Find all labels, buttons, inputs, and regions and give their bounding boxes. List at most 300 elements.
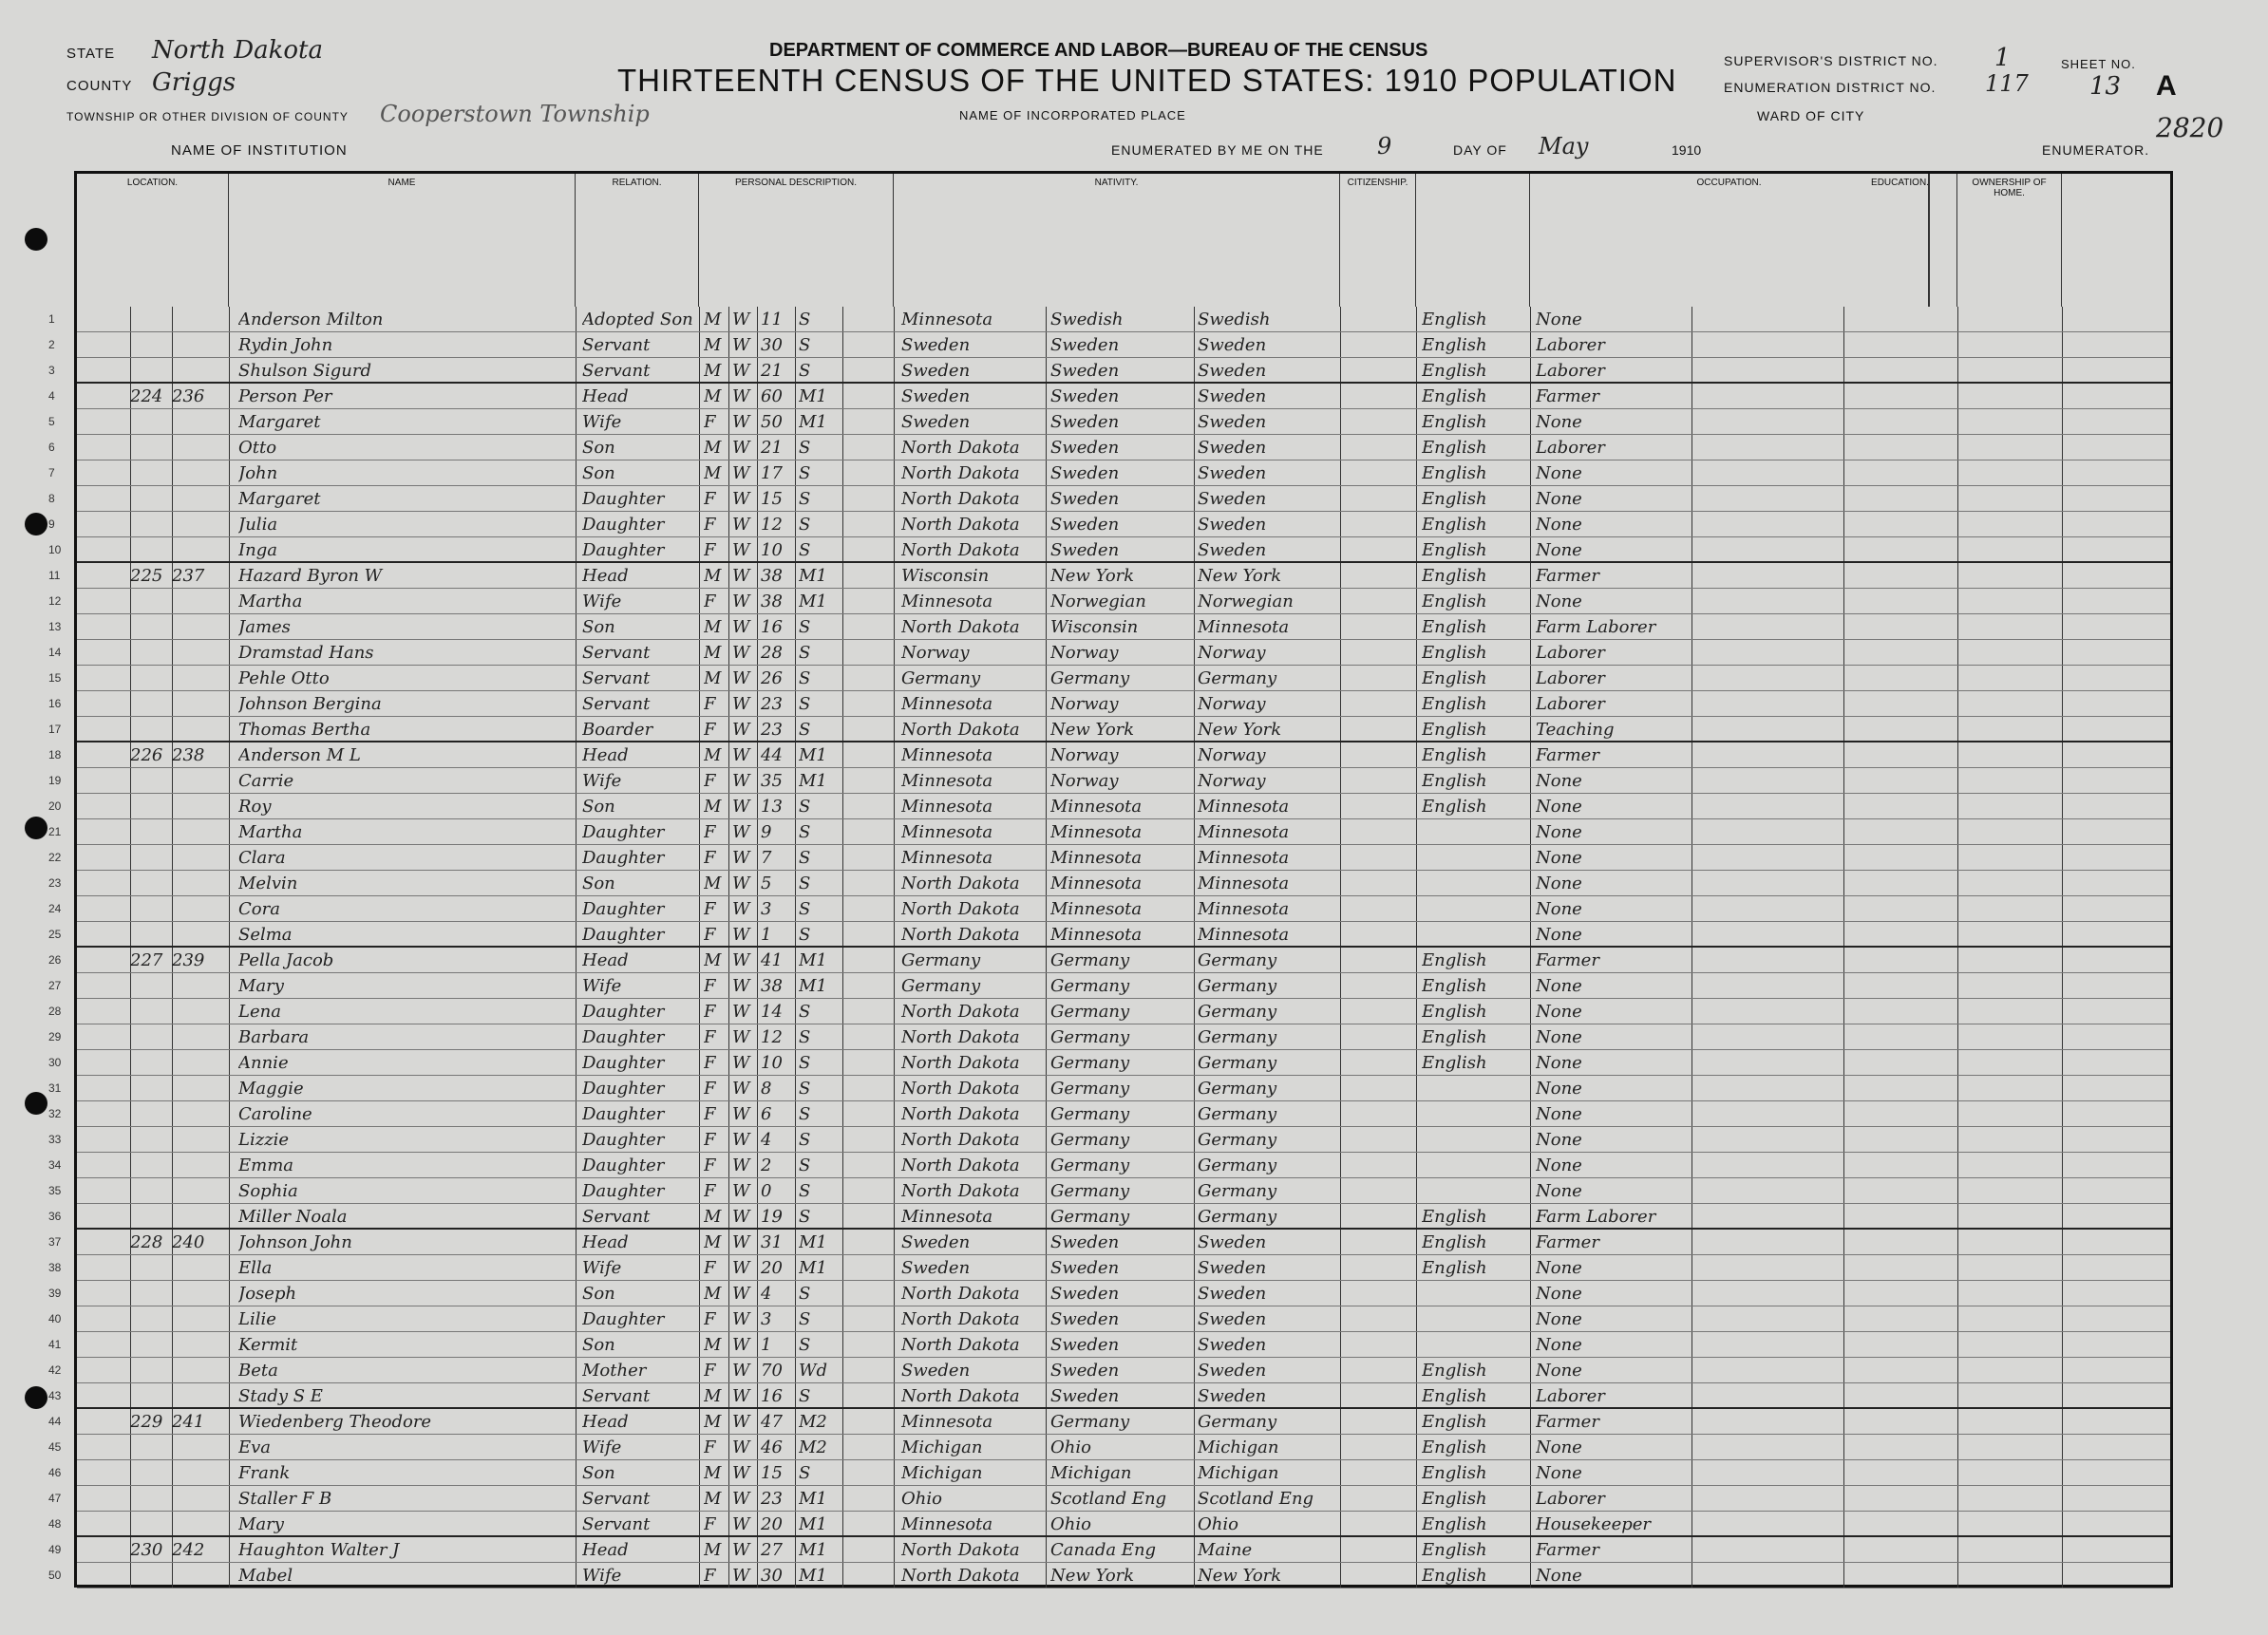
cell-race: W [732, 515, 750, 535]
column-divider [229, 332, 230, 357]
cell-occ: None [1536, 1079, 1582, 1099]
table-row [48, 1537, 2170, 1563]
cell-mother: New York [1198, 1566, 1282, 1586]
column-divider [1843, 1358, 1844, 1382]
column-divider [1957, 563, 1958, 588]
column-divider [1340, 332, 1341, 357]
column-divider [699, 332, 700, 357]
column-divider [757, 1127, 758, 1152]
column-divider [1194, 640, 1195, 665]
table-row [48, 1512, 2170, 1537]
cell-race: W [732, 874, 750, 893]
cell-n: 20 [48, 799, 62, 813]
column-divider [795, 1332, 796, 1357]
punch-hole [25, 228, 47, 251]
cell-rel: Wife [582, 1258, 622, 1278]
column-divider [699, 512, 700, 536]
stamp-number: 2820 [2156, 112, 2224, 143]
cell-mother: Swedish [1198, 310, 1271, 329]
cell-father: Sweden [1050, 412, 1120, 432]
column-divider [1957, 973, 1958, 998]
cell-father: Norway [1050, 694, 1119, 714]
cell-n: 16 [48, 697, 62, 710]
cell-dw [130, 1486, 168, 1512]
column-divider [1046, 922, 1047, 946]
cell-race: W [732, 1258, 750, 1278]
column-divider [757, 563, 758, 588]
cell-mother: Sweden [1198, 361, 1267, 381]
column-divider [757, 1076, 758, 1100]
column-divider [1843, 537, 1844, 561]
cell-dw: 225 [130, 566, 163, 586]
cell-race: W [732, 412, 750, 432]
cell-dw: 230 [130, 1540, 163, 1560]
column-divider [842, 1153, 843, 1177]
column-divider [1046, 1076, 1047, 1100]
column-divider [757, 871, 758, 895]
column-divider [842, 1230, 843, 1254]
cell-mother: Germany [1198, 1156, 1277, 1175]
cell-father: New York [1050, 720, 1135, 740]
column-divider [2062, 1153, 2063, 1177]
cell-race: W [732, 1309, 750, 1329]
column-divider [229, 1358, 230, 1382]
cell-rel: Servant [582, 1386, 651, 1406]
cell-rel: Wife [582, 592, 622, 611]
column-divider [757, 845, 758, 870]
cell-n: 35 [48, 1184, 62, 1197]
cell-age: 46 [761, 1438, 783, 1457]
column-divider [1340, 717, 1341, 741]
column-divider [1843, 999, 1844, 1024]
column-divider [1046, 1281, 1047, 1306]
column-divider [757, 435, 758, 460]
column-divider [1530, 307, 1531, 331]
cell-father: Sweden [1050, 1335, 1120, 1355]
cell-birth: Minnesota [901, 797, 993, 817]
column-divider [728, 1358, 729, 1382]
column-divider [699, 384, 700, 408]
column-divider [795, 1178, 796, 1203]
cell-name: Emma [238, 1156, 294, 1175]
township-value: Cooperstown Township [380, 101, 650, 127]
column-divider [842, 896, 843, 921]
cell-age: 1 [761, 925, 772, 945]
column-divider [757, 1358, 758, 1382]
column-divider [1340, 819, 1341, 844]
column-divider [2062, 1230, 2063, 1254]
ward-label: WARD OF CITY [1757, 108, 1865, 123]
column-divider [229, 973, 230, 998]
column-divider [894, 1127, 895, 1152]
table-row [48, 1460, 2170, 1486]
column-divider [1416, 409, 1417, 434]
cell-mother: Sweden [1198, 489, 1267, 509]
cell-birth: Minnesota [901, 745, 993, 765]
cell-rel: Daughter [582, 1156, 665, 1175]
cell-father: Sweden [1050, 463, 1120, 483]
cell-ms: S [799, 1002, 811, 1022]
column-divider [795, 1050, 796, 1075]
column-divider [1530, 768, 1531, 793]
cell-sex: F [704, 489, 716, 509]
column-divider [1530, 1101, 1531, 1126]
column-divider [795, 845, 796, 870]
column-divider [795, 1024, 796, 1049]
cell-rel: Wife [582, 771, 622, 791]
cell-rel: Son [582, 874, 615, 893]
cell-fam: 241 [172, 1412, 205, 1432]
cell-dw [130, 614, 168, 640]
cell-birth: Norway [901, 643, 970, 663]
cell-lang: English [1422, 463, 1487, 483]
cell-sex: M [704, 1284, 722, 1304]
table-row [48, 640, 2170, 666]
cell-fam [172, 794, 219, 819]
column-divider [699, 948, 700, 972]
column-divider [1843, 845, 1844, 870]
column-divider [229, 1204, 230, 1228]
cell-sex: F [704, 412, 716, 432]
cell-lang: English [1422, 1540, 1487, 1560]
column-divider [795, 922, 796, 946]
cell-occ: Laborer [1536, 361, 1605, 381]
cell-name: Person Per [238, 386, 332, 406]
column-divider [1416, 512, 1417, 536]
cell-fam [172, 1512, 219, 1537]
column-divider [842, 1204, 843, 1228]
cell-ms: M1 [799, 1258, 827, 1278]
cell-dw [130, 460, 168, 486]
cell-dw [130, 1076, 168, 1101]
column-divider [842, 358, 843, 382]
cell-name: Thomas Bertha [238, 720, 371, 740]
cell-age: 17 [761, 463, 783, 483]
cell-mother: Ohio [1198, 1514, 1238, 1534]
column-divider [1416, 896, 1417, 921]
column-divider [229, 307, 230, 331]
column-divider [1046, 307, 1047, 331]
cell-occ: None [1536, 1130, 1582, 1150]
column-divider [2062, 948, 2063, 972]
cell-lang [1422, 1127, 1526, 1153]
cell-father: Minnesota [1050, 848, 1143, 868]
cell-ms: S [799, 694, 811, 714]
cell-lang: English [1422, 720, 1487, 740]
cell-age: 6 [761, 1104, 772, 1124]
table-row [48, 1563, 2170, 1588]
cell-birth: North Dakota [901, 489, 1020, 509]
column-divider [1843, 1255, 1844, 1280]
column-divider [699, 922, 700, 946]
cell-mother: Sweden [1198, 1258, 1267, 1278]
cell-dw [130, 973, 168, 999]
column-divider [1194, 999, 1195, 1024]
cell-age: 9 [761, 822, 772, 842]
cell-ms: S [799, 925, 811, 945]
cell-sex: F [704, 720, 716, 740]
column-divider [795, 999, 796, 1024]
cell-name: Mabel [238, 1566, 293, 1586]
cell-sex: M [704, 617, 722, 637]
column-divider [1416, 1358, 1417, 1382]
column-divider [1046, 948, 1047, 972]
cell-lang: English [1422, 1489, 1487, 1509]
column-divider [2062, 922, 2063, 946]
column-divider [757, 589, 758, 613]
column-divider [1843, 691, 1844, 716]
column-divider [1416, 384, 1417, 408]
column-divider [1530, 1255, 1531, 1280]
column-divider [699, 1537, 700, 1562]
cell-fam [172, 999, 219, 1024]
column-divider [1194, 1204, 1195, 1228]
column-divider [1843, 1101, 1844, 1126]
cell-father: Minnesota [1050, 874, 1143, 893]
cell-sex: M [704, 668, 722, 688]
column-divider [1340, 1281, 1341, 1306]
cell-name: Johnson John [238, 1232, 352, 1252]
column-divider [894, 768, 895, 793]
cell-fam: 242 [172, 1540, 205, 1560]
column-divider [699, 1563, 700, 1588]
column-divider [229, 1127, 230, 1152]
cell-birth: Minnesota [901, 1207, 993, 1227]
column-divider [1340, 973, 1341, 998]
cell-lang: English [1422, 1438, 1487, 1457]
column-divider [1194, 1383, 1195, 1407]
col-name: NAME [229, 174, 576, 307]
cell-ms: S [799, 1463, 811, 1483]
cell-name: Margaret [238, 489, 321, 509]
column-divider [699, 819, 700, 844]
cell-sex: F [704, 1053, 716, 1073]
place-label: NAME OF INCORPORATED PLACE [959, 108, 1186, 122]
column-divider [1340, 589, 1341, 613]
cell-fam [172, 896, 219, 922]
cell-sex: M [704, 643, 722, 663]
cell-age: 16 [761, 1386, 783, 1406]
cell-fam: 237 [172, 566, 205, 586]
cell-rel: Daughter [582, 925, 665, 945]
cell-n: 27 [48, 979, 62, 992]
column-divider [1530, 742, 1531, 767]
column-divider [1843, 435, 1844, 460]
cell-birth: North Dakota [901, 1540, 1020, 1560]
column-divider [1957, 948, 1958, 972]
column-divider [842, 691, 843, 716]
cell-name: Lilie [238, 1309, 276, 1329]
cell-lang: English [1422, 540, 1487, 560]
cell-fam [172, 1024, 219, 1050]
column-divider [795, 614, 796, 639]
cell-lang [1422, 1178, 1526, 1204]
cell-sex: M [704, 386, 722, 406]
cell-sex: F [704, 1104, 716, 1124]
column-divider [699, 307, 700, 331]
column-divider [728, 1050, 729, 1075]
column-divider [1340, 871, 1341, 895]
column-divider [795, 768, 796, 793]
column-divider [795, 640, 796, 665]
column-divider [1340, 1178, 1341, 1203]
column-divider [1416, 1383, 1417, 1407]
cell-n: 19 [48, 774, 62, 787]
column-divider [728, 999, 729, 1024]
column-divider [795, 1127, 796, 1152]
cell-mother: Germany [1198, 1104, 1277, 1124]
column-divider [1843, 794, 1844, 818]
cell-dw: 226 [130, 745, 163, 765]
column-divider [229, 1486, 230, 1511]
table-row [48, 1204, 2170, 1230]
cell-n: 7 [48, 466, 55, 479]
cell-fam [172, 1358, 219, 1383]
cell-occ: Farmer [1536, 950, 1599, 970]
column-divider [842, 384, 843, 408]
cell-ms: M1 [799, 386, 827, 406]
cell-father: Scotland Eng [1050, 1489, 1167, 1509]
column-divider [1843, 1127, 1844, 1152]
column-divider [1416, 1024, 1417, 1049]
column-divider [699, 1486, 700, 1511]
cell-age: 11 [761, 310, 783, 329]
cell-fam: 240 [172, 1232, 205, 1252]
cell-father: Minnesota [1050, 899, 1143, 919]
column-divider [1046, 999, 1047, 1024]
cell-dw [130, 1563, 168, 1588]
column-divider [1046, 1435, 1047, 1459]
column-divider [2062, 717, 2063, 741]
cell-ms: S [799, 720, 811, 740]
column-divider [1194, 1255, 1195, 1280]
column-divider [1340, 1435, 1341, 1459]
cell-name: Staller F B [238, 1489, 332, 1509]
table-row [48, 460, 2170, 486]
cell-occ: None [1536, 1284, 1582, 1304]
column-divider [1843, 1076, 1844, 1100]
column-divider [894, 1358, 895, 1382]
cell-mother: Germany [1198, 1027, 1277, 1047]
column-divider [795, 1281, 796, 1306]
cell-sex: M [704, 1335, 722, 1355]
column-divider [1046, 537, 1047, 561]
column-divider [1843, 486, 1844, 511]
cell-birth: Ohio [901, 1489, 942, 1509]
cell-fam [172, 1178, 219, 1204]
column-divider [728, 1512, 729, 1535]
column-divider [229, 1332, 230, 1357]
cell-sex: F [704, 694, 716, 714]
column-divider [2062, 537, 2063, 561]
cell-race: W [732, 310, 750, 329]
column-divider [1416, 973, 1417, 998]
cell-sex: F [704, 592, 716, 611]
column-divider [1530, 896, 1531, 921]
column-divider [2062, 1460, 2063, 1485]
column-divider [229, 384, 230, 408]
table-row [48, 307, 2170, 332]
cell-mother: Norway [1198, 694, 1266, 714]
table-row [48, 1409, 2170, 1435]
cell-fam [172, 1153, 219, 1178]
column-divider [699, 794, 700, 818]
column-divider [728, 512, 729, 536]
column-divider [842, 1358, 843, 1382]
column-divider [1046, 1383, 1047, 1407]
column-divider [229, 871, 230, 895]
cell-sex: F [704, 771, 716, 791]
cell-birth: Wisconsin [901, 566, 990, 586]
cell-birth: Michigan [901, 1438, 983, 1457]
column-divider [757, 640, 758, 665]
cell-name: Joseph [238, 1284, 297, 1304]
column-divider [699, 1409, 700, 1434]
column-divider [1046, 845, 1047, 870]
page-title: THIRTEENTH CENSUS OF THE UNITED STATES: 1910 POPULATION [617, 63, 1677, 98]
cell-race: W [732, 1207, 750, 1227]
column-divider [1046, 1153, 1047, 1177]
cell-age: 19 [761, 1207, 783, 1227]
column-divider [1416, 742, 1417, 767]
cell-sex: F [704, 515, 716, 535]
cell-fam [172, 1486, 219, 1512]
cell-n: 15 [48, 671, 62, 685]
column-divider [1416, 819, 1417, 844]
cell-father: Germany [1050, 1053, 1130, 1073]
cell-race: W [732, 1079, 750, 1099]
cell-race: W [732, 643, 750, 663]
column-divider [842, 1512, 843, 1535]
column-divider [1340, 409, 1341, 434]
column-divider [2062, 1127, 2063, 1152]
column-divider [2062, 871, 2063, 895]
cell-lang: English [1422, 745, 1487, 765]
cell-birth: Minnesota [901, 822, 993, 842]
column-divider [1957, 512, 1958, 536]
column-divider [1530, 973, 1531, 998]
table-row [48, 332, 2170, 358]
cell-dw [130, 640, 168, 666]
column-divider [795, 871, 796, 895]
column-divider [795, 1306, 796, 1331]
cell-fam [172, 691, 219, 717]
column-divider [842, 1383, 843, 1407]
column-divider [1046, 1101, 1047, 1126]
cell-fam [172, 1101, 219, 1127]
column-divider [795, 666, 796, 690]
cell-ms: M1 [799, 1566, 827, 1586]
cell-n: 5 [48, 415, 55, 428]
cell-n: 9 [48, 517, 55, 531]
cell-rel: Daughter [582, 1181, 665, 1201]
cell-n: 40 [48, 1312, 62, 1325]
column-divider [699, 460, 700, 485]
column-divider [757, 717, 758, 741]
column-divider [1194, 537, 1195, 561]
cell-n: 4 [48, 389, 55, 403]
column-divider [1416, 871, 1417, 895]
column-divider [757, 307, 758, 331]
column-divider [894, 922, 895, 946]
cell-name: Caroline [238, 1104, 312, 1124]
cell-mother: Germany [1198, 1181, 1277, 1201]
cell-name: Inga [238, 540, 277, 560]
column-divider [757, 1537, 758, 1562]
column-divider [229, 819, 230, 844]
col-location: LOCATION. [77, 174, 229, 307]
cell-mother: Minnesota [1198, 848, 1290, 868]
